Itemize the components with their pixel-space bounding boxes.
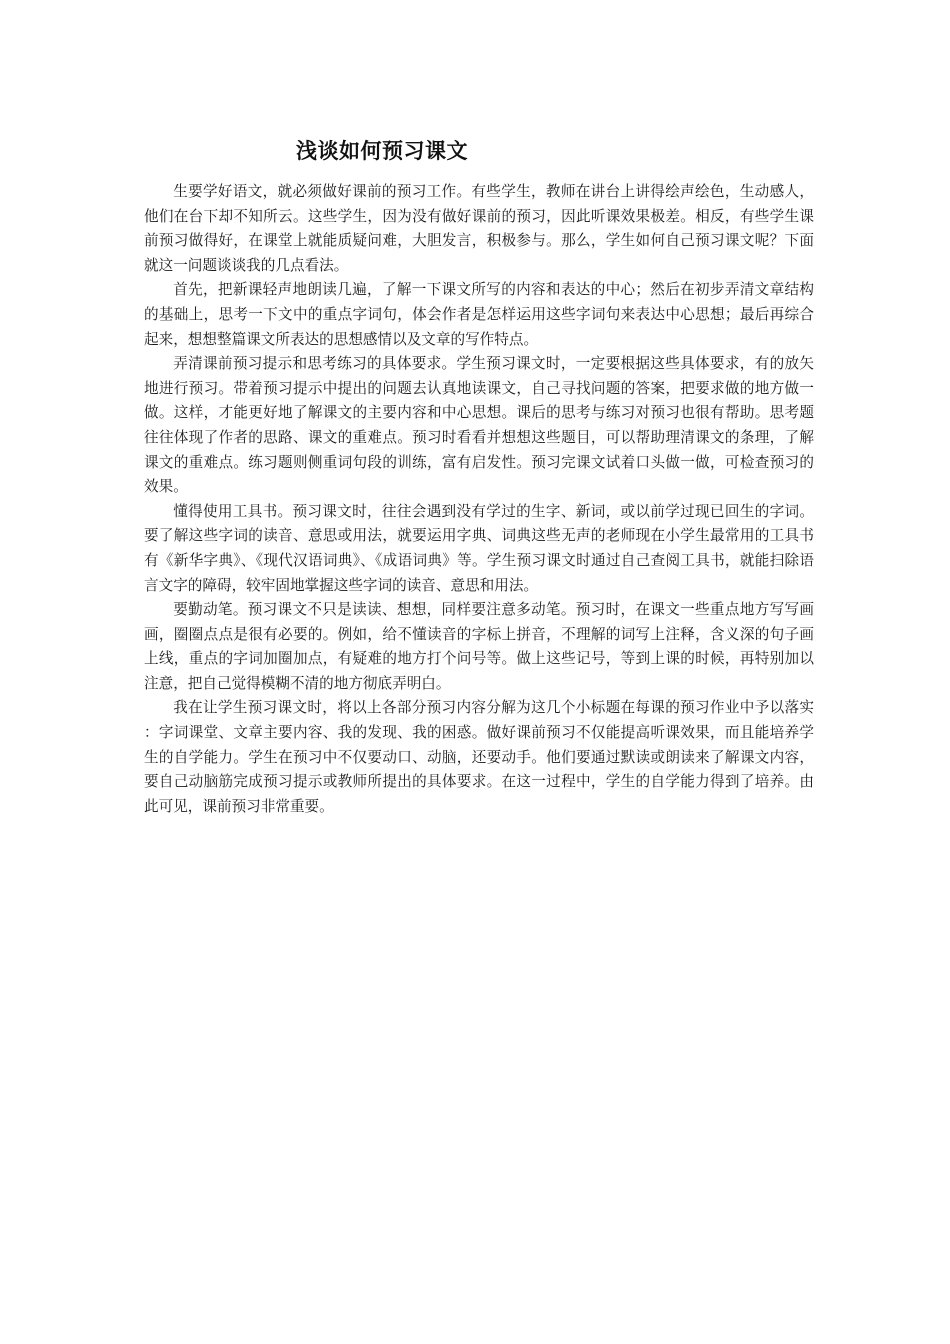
paragraph-intro: 生要学好语文，就必须做好课前的预习工作。有些学生，教师在讲台上讲得绘声绘色，生动感人，他们在台下却不知所云。这些学生，因为没有做好课前的预习，因此听课效果极差。相反，有些学生课前预习做得好，在课堂上就能质疑问难，大胆发言，积极参与。那么，学生如何自己预习课文呢？下面就这一问题谈谈我的几点看法。 — [144, 183, 814, 274]
paragraph-preview-hints: 弄清课前预习提示和思考练习的具体要求。学生预习课文时，一定要根据这些具体要求，有的放矢地进行预习。带着预习提示中提出的问题去认真地读课文，自己寻找问题的答案，把要求做的地方做一做。这样，才能更好地了解课文的主要内容和中心思想。课后的思考与练习对预习也很有帮助。思考题往往体现了作者的思路、课文的重难点。预习时看看并想想这些题目，可以帮助理清课文的条理，了解课文的重难点。练习题则侧重词句段的训练，富有启发性。预习完课文试着口头做一做，可检查预习的效果。 — [144, 355, 814, 496]
paragraph-reference-books: 懂得使用工具书。预习课文时，往往会遇到没有学过的生字、新词，或以前学过现已回生的字词。要了解这些字词的读音、意思或用法，就要运用字典、词典这些无声的老师现在小学生最常用的工具书有《新华字典》、《现代汉语词典》、《成语词典》等。学生预习课文时通过自己查阅工具书，就能扫除语言文字的障碍，较牢固地掌握这些字词的读音、意思和用法。 — [144, 502, 814, 594]
document-title: 浅谈如何预习课文 — [296, 139, 468, 163]
paragraph-take-notes: 要勤动笔。预习课文不只是读读、想想，同样要注意多动笔。预习时，在课文一些重点地方写写画画，圈圈点点是很有必要的。例如，给不懂读音的字标上拼音，不理解的词写上注释，含义深的句子画上线，重点的字词加圈加点，有疑难的地方打个问号等。做上这些记号，等到上课的时候，再特别加以注意，把自己觉得模糊不清的地方彻底弄明白。 — [144, 601, 814, 692]
paragraph-conclusion: 我在让学生预习课文时，将以上各部分预习内容分解为这几个小标题在每课的预习作业中予以落实：字词课堂、文章主要内容、我的发现、我的困惑。做好课前预习不仅能提高听课效果，而且能培养学生的自学能力。学生在预习中不仅要动口、动脑，还要动手。他们要通过默读或朗读来了解课文内容，要自己动脑筋完成预习提示或教师所提出的具体要求。在这一过程中，学生的自学能力得到了培养。由此可见，课前预习非常重要。 — [144, 699, 814, 815]
paragraph-read-aloud: 首先，把新课轻声地朗读几遍，了解一下课文所写的内容和表达的中心；然后在初步弄清文章结构的基础上，思考一下文中的重点字词句，体会作者是怎样运用这些字词句来表达中心思想；最后再综合起来，想想整篇课文所表达的思想感情以及文章的写作特点。 — [144, 281, 814, 348]
document-body — [144, 134, 814, 819]
